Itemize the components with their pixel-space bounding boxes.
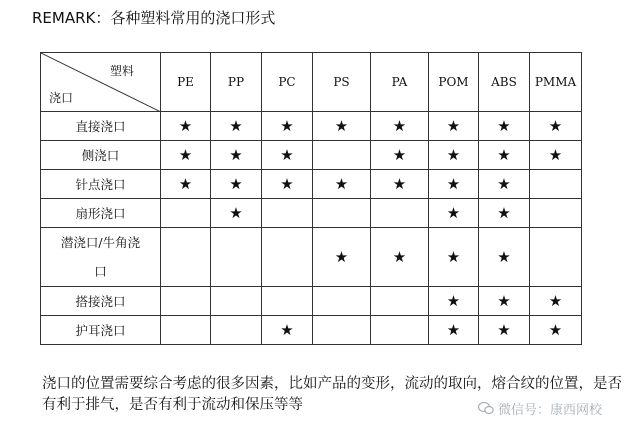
table-row — [41, 141, 582, 170]
table-cell — [211, 112, 262, 141]
table-row — [41, 316, 582, 345]
gate-type-label — [41, 228, 161, 287]
table-row — [41, 170, 582, 199]
table-row — [41, 199, 582, 228]
table-cell — [262, 316, 313, 345]
table-cell — [211, 228, 262, 287]
star-icon: ★ — [229, 146, 243, 164]
star-icon: ★ — [334, 175, 349, 193]
star-icon: ★ — [392, 117, 407, 135]
table-cell — [161, 287, 211, 316]
column-header-pe: PE — [161, 53, 211, 112]
star-icon: ★ — [446, 117, 461, 135]
table-cell — [479, 141, 530, 170]
table-cell — [530, 199, 582, 228]
table-cell — [313, 316, 371, 345]
star-icon: ★ — [334, 117, 349, 135]
table-cell — [211, 199, 262, 228]
star-icon: ★ — [548, 117, 563, 135]
column-header-pc: PC — [262, 53, 313, 112]
corner-label-gate: 浇口 — [49, 91, 74, 105]
column-header-pom: POM — [429, 53, 479, 112]
table-cell — [161, 141, 211, 170]
star-icon: ★ — [446, 248, 461, 266]
star-icon: ★ — [392, 175, 407, 193]
gate-type-label: 扇形浇口 — [41, 199, 161, 228]
table-cell — [429, 316, 479, 345]
table-cell — [479, 170, 530, 199]
table-cell — [479, 112, 530, 141]
table-cell — [479, 228, 530, 287]
column-header-abs: ABS — [479, 53, 530, 112]
star-icon: ★ — [497, 117, 511, 135]
table-cell — [313, 228, 371, 287]
page-title: REMARK：各种塑料常用的浇口形式 — [32, 9, 276, 27]
gate-type-label-line: 口 — [94, 264, 107, 279]
table-cell — [530, 228, 582, 287]
table-cell — [530, 316, 582, 345]
star-icon: ★ — [280, 146, 294, 164]
table-row — [41, 228, 582, 287]
gate-type-label-line: 潜浇口/牛角浇 — [60, 235, 141, 250]
star-icon: ★ — [178, 117, 193, 135]
star-icon: ★ — [548, 292, 563, 310]
table-cell — [530, 141, 582, 170]
table-cell — [161, 170, 211, 199]
star-icon: ★ — [392, 248, 407, 266]
table-cell — [262, 199, 313, 228]
table-cell — [479, 287, 530, 316]
table-cell — [211, 316, 262, 345]
star-icon: ★ — [178, 146, 193, 164]
star-icon: ★ — [497, 175, 511, 193]
table-cell — [313, 170, 371, 199]
table-cell — [161, 112, 211, 141]
table-cell — [313, 141, 371, 170]
table-cell — [262, 228, 313, 287]
table-cell — [313, 287, 371, 316]
gate-type-label: 直接浇口 — [41, 112, 161, 141]
table-cell — [371, 170, 429, 199]
watermark-text: 微信号：康西网校 — [498, 402, 603, 418]
star-icon: ★ — [548, 146, 563, 164]
star-icon: ★ — [497, 248, 511, 266]
table-cell — [479, 199, 530, 228]
table-cell — [530, 170, 582, 199]
star-icon: ★ — [497, 321, 511, 339]
table-header-row — [41, 53, 582, 112]
table-cell — [371, 112, 429, 141]
star-icon: ★ — [497, 204, 511, 222]
table-cell — [371, 228, 429, 287]
gate-table-wrapper — [40, 52, 582, 345]
star-icon: ★ — [280, 321, 294, 339]
star-icon: ★ — [280, 175, 294, 193]
star-icon: ★ — [446, 146, 461, 164]
footer-note: 浇口的位置需要综合考虑的很多因素，比如产品的变形，流动的取向，熔合纹的位置，是否有利于排气，是否有利于流动和保压等等 — [42, 376, 622, 413]
table-cell — [371, 316, 429, 345]
table-cell — [429, 228, 479, 287]
star-icon: ★ — [334, 248, 349, 266]
table-cell — [530, 287, 582, 316]
table-cell — [479, 316, 530, 345]
table-cell — [161, 316, 211, 345]
gate-type-label: 侧浇口 — [41, 141, 161, 170]
star-icon: ★ — [446, 321, 461, 339]
table-cell — [429, 287, 479, 316]
corner-label-plastic: 塑料 — [109, 64, 134, 78]
table-cell — [371, 287, 429, 316]
table-cell — [161, 228, 211, 287]
column-header-pp: PP — [211, 53, 262, 112]
table-cell — [429, 112, 479, 141]
gate-type-label: 搭接浇口 — [41, 287, 161, 316]
table-cell — [262, 170, 313, 199]
table-cell — [211, 170, 262, 199]
table-cell — [429, 170, 479, 199]
table-cell — [211, 141, 262, 170]
star-icon: ★ — [229, 204, 243, 222]
star-icon: ★ — [229, 117, 243, 135]
table-cell — [313, 199, 371, 228]
table-cell — [313, 112, 371, 141]
column-header-pa: PA — [371, 53, 429, 112]
star-icon: ★ — [446, 204, 461, 222]
column-header-ps: PS — [313, 53, 371, 112]
table-body — [41, 112, 582, 345]
gate-type-table — [40, 52, 582, 345]
table-row — [41, 112, 582, 141]
watermark — [478, 398, 602, 418]
star-icon: ★ — [446, 292, 461, 310]
star-icon: ★ — [229, 175, 243, 193]
gate-type-label: 针点浇口 — [41, 170, 161, 199]
table-cell — [161, 199, 211, 228]
table-cell — [530, 112, 582, 141]
table-cell — [371, 199, 429, 228]
wechat-icon — [478, 401, 494, 415]
star-icon: ★ — [548, 321, 563, 339]
table-cell — [262, 112, 313, 141]
gate-type-label: 护耳浇口 — [41, 316, 161, 345]
star-icon: ★ — [446, 175, 461, 193]
column-header-pmma: PMMA — [530, 53, 582, 112]
star-icon: ★ — [178, 175, 193, 193]
star-icon: ★ — [392, 146, 407, 164]
table-cell — [262, 287, 313, 316]
table-row — [41, 287, 582, 316]
table-corner-cell — [41, 53, 161, 112]
table-cell — [429, 199, 479, 228]
table-cell — [211, 287, 262, 316]
table-cell — [429, 141, 479, 170]
table-cell — [371, 141, 429, 170]
star-icon: ★ — [497, 146, 511, 164]
table-cell — [262, 141, 313, 170]
star-icon: ★ — [280, 117, 294, 135]
star-icon: ★ — [497, 292, 511, 310]
